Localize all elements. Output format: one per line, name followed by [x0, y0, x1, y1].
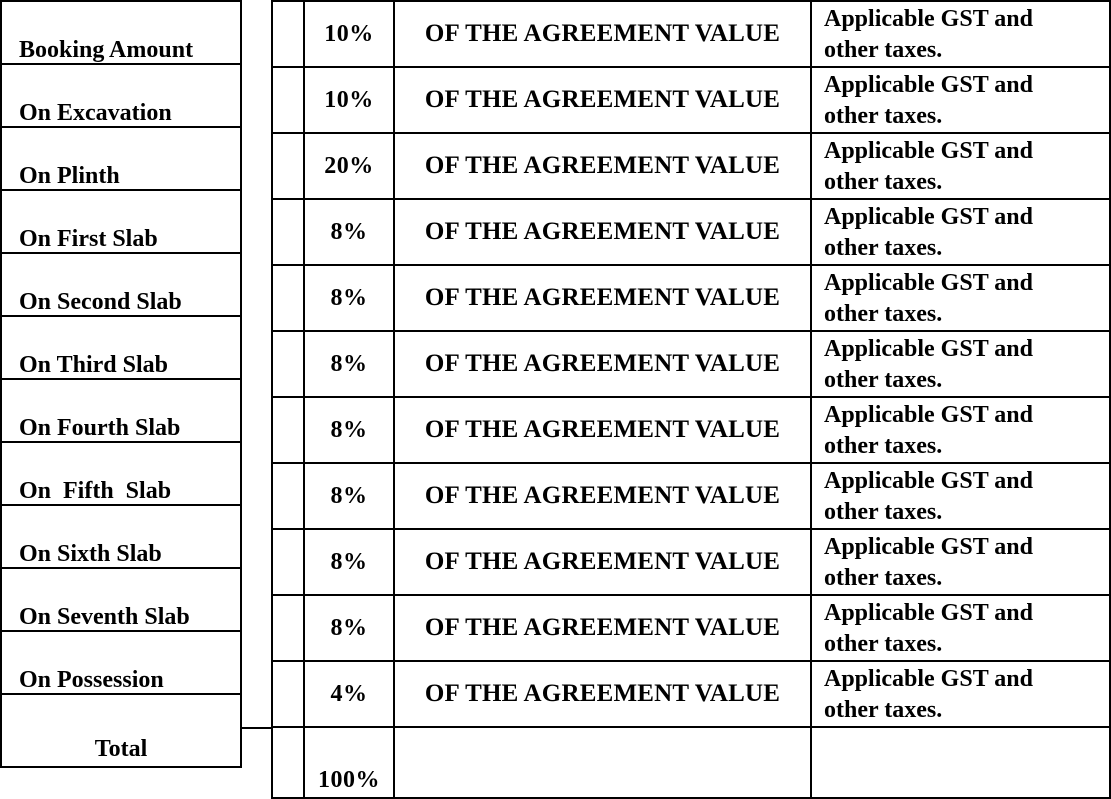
blank-cell	[272, 463, 304, 529]
description-cell: OF THE AGREEMENT VALUE	[394, 67, 811, 133]
percent-cell: 8%	[304, 265, 394, 331]
table-row	[272, 331, 1110, 397]
blank-cell	[394, 727, 811, 798]
table-row	[1, 316, 241, 379]
stage-label: Booking Amount	[1, 1, 241, 64]
percent-cell: 10%	[304, 1, 394, 67]
tax-cell	[811, 331, 1110, 397]
description-cell: OF THE AGREEMENT VALUE	[394, 529, 811, 595]
table-row	[272, 397, 1110, 463]
tax-line: other taxes.	[824, 169, 943, 195]
table-row	[272, 67, 1110, 133]
table-row	[1, 631, 241, 694]
table-row	[272, 463, 1110, 529]
description-cell: OF THE AGREEMENT VALUE	[394, 661, 811, 727]
tax-cell	[811, 265, 1110, 331]
tax-cell	[811, 397, 1110, 463]
table-row	[272, 661, 1110, 727]
total-percent: 100%	[304, 727, 394, 798]
description-cell: OF THE AGREEMENT VALUE	[394, 331, 811, 397]
tax-line: other taxes.	[824, 37, 943, 63]
tax-line: Applicable GST and	[824, 204, 1033, 230]
description-cell: OF THE AGREEMENT VALUE	[394, 397, 811, 463]
stage-table	[0, 0, 242, 768]
tax-line: other taxes.	[824, 565, 943, 591]
tax-line: Applicable GST and	[824, 336, 1033, 362]
blank-cell	[272, 331, 304, 397]
tax-line: other taxes.	[824, 367, 943, 393]
tax-line: Applicable GST and	[824, 6, 1033, 32]
tax-line: other taxes.	[824, 433, 943, 459]
blank-cell	[272, 595, 304, 661]
blank-cell	[272, 661, 304, 727]
blank-cell	[272, 265, 304, 331]
tax-cell	[811, 199, 1110, 265]
tax-line: other taxes.	[824, 103, 943, 129]
blank-cell	[272, 529, 304, 595]
tax-cell	[811, 463, 1110, 529]
table-row	[272, 529, 1110, 595]
table-row	[272, 133, 1110, 199]
total-label: Total	[1, 694, 241, 767]
tax-line: Applicable GST and	[824, 72, 1033, 98]
percent-cell: 8%	[304, 397, 394, 463]
tax-line: other taxes.	[824, 697, 943, 723]
blank-cell	[272, 397, 304, 463]
description-cell: OF THE AGREEMENT VALUE	[394, 1, 811, 67]
percent-cell: 8%	[304, 463, 394, 529]
blank-cell	[272, 67, 304, 133]
description-cell: OF THE AGREEMENT VALUE	[394, 199, 811, 265]
table-row	[1, 442, 241, 505]
tax-cell	[811, 595, 1110, 661]
table-row	[1, 379, 241, 442]
table-row	[1, 127, 241, 190]
percent-cell: 8%	[304, 595, 394, 661]
tax-line: Applicable GST and	[824, 468, 1033, 494]
percent-cell: 4%	[304, 661, 394, 727]
description-cell: OF THE AGREEMENT VALUE	[394, 265, 811, 331]
stage-label: On Sixth Slab	[1, 505, 241, 568]
table-row	[272, 265, 1110, 331]
stage-label: On Possession	[1, 631, 241, 694]
blank-cell	[272, 1, 304, 67]
tax-line: Applicable GST and	[824, 138, 1033, 164]
stage-label: On Seventh Slab	[1, 568, 241, 631]
tax-line: other taxes.	[824, 499, 943, 525]
description-cell: OF THE AGREEMENT VALUE	[394, 133, 811, 199]
tax-line: Applicable GST and	[824, 270, 1033, 296]
percent-cell: 10%	[304, 67, 394, 133]
tax-cell	[811, 661, 1110, 727]
table-row	[1, 64, 241, 127]
stage-label: On Third Slab	[1, 316, 241, 379]
stage-label: On Fourth Slab	[1, 379, 241, 442]
tax-cell	[811, 1, 1110, 67]
tax-cell	[811, 67, 1110, 133]
tax-line: Applicable GST and	[824, 666, 1033, 692]
connector-line	[242, 727, 272, 729]
table-row	[272, 199, 1110, 265]
tax-cell	[811, 529, 1110, 595]
tax-line: Applicable GST and	[824, 600, 1033, 626]
percent-cell: 20%	[304, 133, 394, 199]
percent-cell: 8%	[304, 199, 394, 265]
blank-cell	[811, 727, 1110, 798]
stage-label: On Excavation	[1, 64, 241, 127]
stage-label: On Fifth Slab	[1, 442, 241, 505]
percent-cell: 8%	[304, 529, 394, 595]
table-row	[1, 568, 241, 631]
tax-line: other taxes.	[824, 301, 943, 327]
tax-line: Applicable GST and	[824, 534, 1033, 560]
stage-label: On Plinth	[1, 127, 241, 190]
table-row	[1, 694, 241, 767]
description-cell: OF THE AGREEMENT VALUE	[394, 463, 811, 529]
total-row	[272, 727, 1110, 798]
stage-label: On First Slab	[1, 190, 241, 253]
table-row	[272, 595, 1110, 661]
description-cell: OF THE AGREEMENT VALUE	[394, 595, 811, 661]
table-row	[1, 190, 241, 253]
table-row	[272, 1, 1110, 67]
stage-label: On Second Slab	[1, 253, 241, 316]
table-row	[1, 253, 241, 316]
table-row	[1, 1, 241, 64]
blank-cell	[272, 199, 304, 265]
tax-line: Applicable GST and	[824, 402, 1033, 428]
tax-line: other taxes.	[824, 631, 943, 657]
blank-cell	[272, 727, 304, 798]
tax-cell	[811, 133, 1110, 199]
percent-cell: 8%	[304, 331, 394, 397]
value-table	[271, 0, 1111, 799]
table-row	[1, 505, 241, 568]
tax-line: other taxes.	[824, 235, 943, 261]
blank-cell	[272, 133, 304, 199]
